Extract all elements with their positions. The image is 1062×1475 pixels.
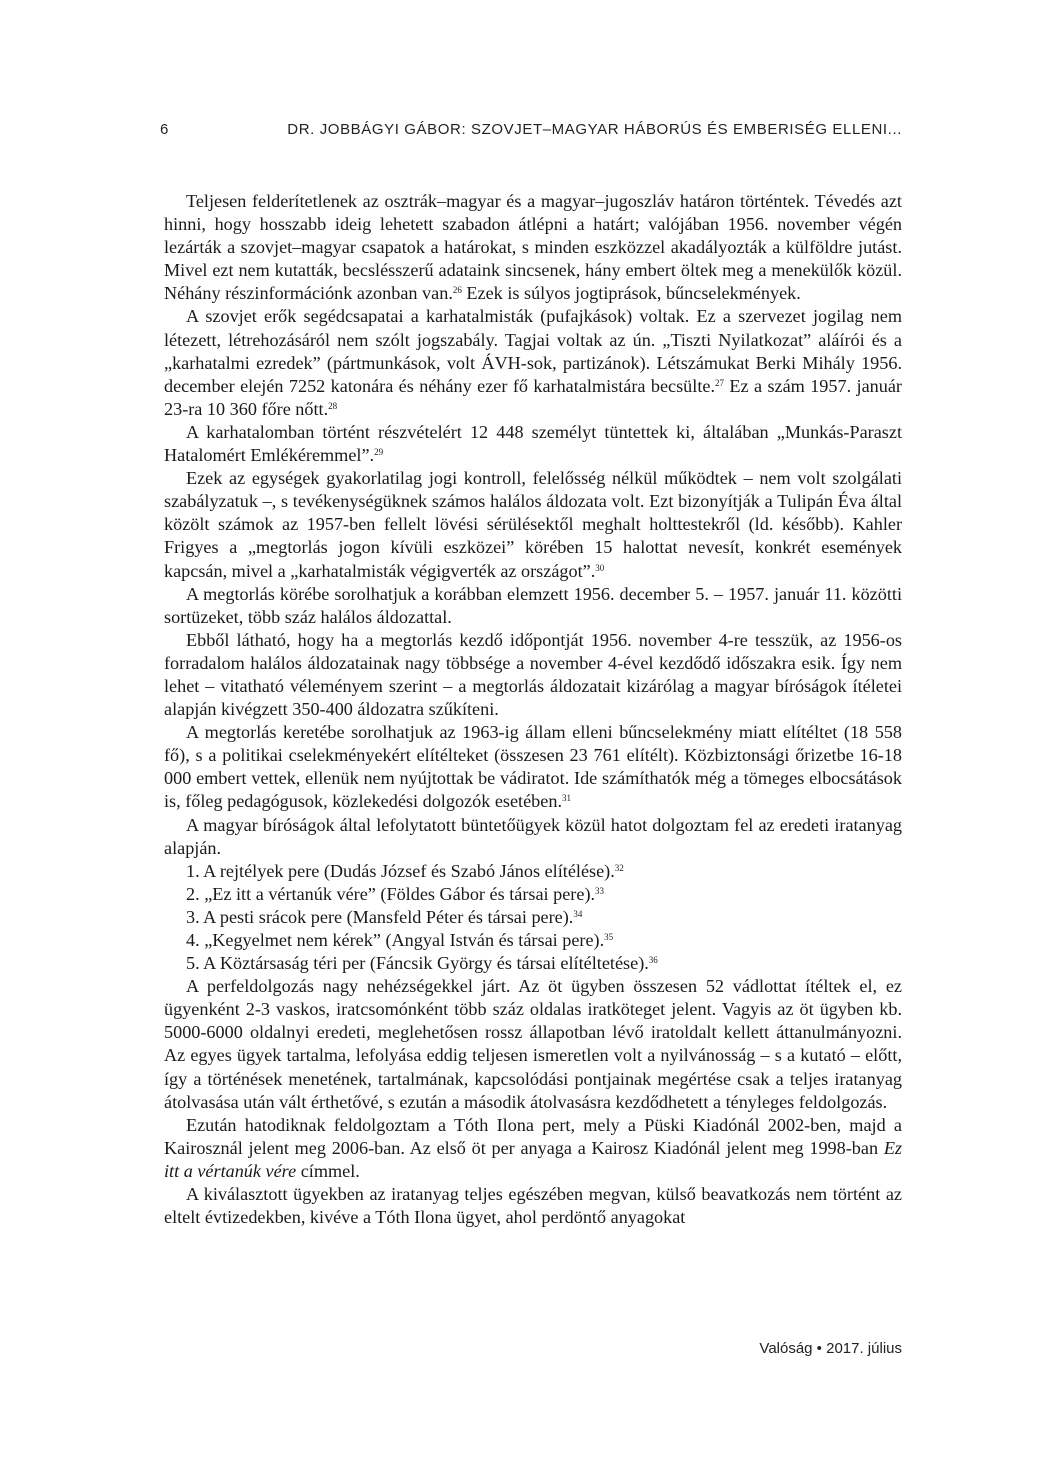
running-header bbox=[160, 121, 902, 143]
footnote-ref: 33 bbox=[595, 885, 605, 896]
footnote-ref: 35 bbox=[604, 932, 614, 942]
list-item: 2. „Ez itt a vértanúk vére” (Földes Gábor és társai pere).$^{33}$ bbox=[186, 883, 605, 904]
paragraph: Teljesen felderítetlenek az osztrák–magyar és a magyar–jugoszláv határon történtek. Tévedés azt hinni, hogy hosszabb ideig lehetett szabadon átlépni a határt; valójában 1956. november végén lezárták a szovjet–magyar csapatok a határokat, s minden eszközzel akadályozták a külföldre jutást. Mivel ezt nem kutatták, becslésszerű adataink sincsenek, hány embert öltek meg a menekülők közül. Néhány részinformációnk azonban van.$^{26}$ Ezek is súlyos jogtiprások, bűncselekmények. bbox=[164, 191, 902, 304]
footnote-ref: 31 bbox=[562, 793, 571, 804]
book-title: Ez itt a vértanúk vére bbox=[164, 1137, 902, 1181]
footnote-ref: 28 bbox=[328, 400, 338, 411]
list-item: 1. A rejtélyek pere (Dudás József és Szabó János elítélése).$^{32}$ bbox=[186, 860, 624, 881]
paragraph: A megtorlás keretébe sorolhatjuk az 1963-ig állam elleni bűncselekmény miatt elítéltet (18 558 fő), s a politikai cselekményekért elítélteket (összesen 23 761 elítélt). Közbiztonsági őrizetbe 16-18 000 embert vettek, ellenük nem nyújtottak be vádiratot. Ide számíthatók még a tömeges elbocsátások is, főleg pedagógusok, közlekedési dolgozók esetében.$^{31}$ bbox=[164, 722, 902, 812]
paragraph: Ezek az egységek gyakorlatilag jogi kontroll, felelősség nélkül működtek – nem volt szolgálati szabályzatuk –, s tevékenységüknek számos halálos áldozata volt. Ezt bizonyítják a Tulipán Éva által közölt számok az 1957-ben fellelt lövési sérülésektől meghalt holttestekről (ld. később). Kahler Frigyes a „megtorlás jogon kívüli eszközei” körében 15 halottat nevesít, konkrét események kapcsán, mivel a „karhatalmisták végigverték az országot”.$^{30}$ bbox=[164, 468, 902, 581]
article-body bbox=[164, 190, 902, 1229]
footnote-ref: 26 bbox=[452, 285, 462, 296]
paragraph: A kiválasztott ügyekben az iratanyag teljes egészében megvan, külső beavatkozás nem történt az eltelt évtizedekben, kivéve a Tóth Ilona ügyet, ahol perdöntő anyagokat bbox=[164, 1184, 902, 1228]
page-number: 6 bbox=[160, 121, 169, 138]
footnote-ref: 30 bbox=[595, 562, 605, 573]
paragraph: A megtorlás körébe sorolhatjuk a korábban elemzett 1956. december 5. – 1957. január 11. közötti sortüzeket, több száz halálos áldozattal. bbox=[164, 583, 902, 627]
paragraph: Ezután hatodiknak feldolgoztam a Tóth Ilona pert, mely a Püski Kiadónál 2002-ben, majd a Kairosznál jelent meg 2006-ban. Az első öt per anyaga a Kairosz Kiadónál jelent meg 1998-ban Ez itt a vértanúk vére címmel. bbox=[164, 1114, 902, 1181]
paragraph: Ebből látható, hogy ha a megtorlás kezdő időpontját 1956. november 4-re tesszük, az 1956-os forradalom halálos áldozatainak nagy többsége a november 4-ével kezdődő időszakra esik. Így nem lehet – vitatható véleményem szerint – a megtorlás áldozatait kizárólag a magyar bíróságok ítéletei alapján kivégzett 350-400 áldozatra szűkíteni. bbox=[164, 629, 902, 720]
paragraph: A szovjet erők segédcsapatai a karhatalmisták (pufajkások) voltak. Ez a szervezet jogilag nem létezett, létrehozásáról nem szólt jogszabály. Tagjai voltak az ún. „Tiszti Nyilatkozat” aláírói és a „karhatalmi ezredek” (pártmunkások, volt ÁVH-sok, partizánok). Létszámukat Berki Mihály 1956. december elején 7252 katonára és néhány ezer fő karhatalmistára becsülte.$^{27}$ Ez a szám 1957. január 23-ra 10 360 főre nőtt.$^{28}$ bbox=[164, 306, 902, 419]
footnote-ref: 32 bbox=[614, 862, 624, 873]
footnote-ref: 36 bbox=[648, 955, 658, 966]
running-title: DR. JOBBÁGYI GÁBOR: SZOVJET–MAGYAR HÁBORÚS ÉS EMBERISÉG ELLENI... bbox=[287, 121, 902, 138]
list-item: 4. „Kegyelmet nem kérek” (Angyal István és társai pere).$^{35}$ bbox=[186, 930, 614, 950]
footnote-ref: 34 bbox=[573, 908, 583, 919]
list-item: 3. A pesti srácok pere (Mansfeld Péter és társai pere).$^{34}$ bbox=[186, 906, 583, 927]
page-footer: Valóság • 2017. július bbox=[759, 1340, 902, 1357]
paragraph: A perfeldolgozás nagy nehézségekkel járt. Az öt ügyben összesen 52 vádlottat ítéltek el, ez ügyenként 2-3 vaskos, iratcsomónként több száz oldalas iratköteget jelent. Vagyis az öt ügyben kb. 5000-6000 oldalnyi eredeti, meglehetősen rossz állapotban lévő iratoldalt kellett áttanulmányozni. Az egyes ügyek tartalma, lefolyása eddig teljesen ismeretlen volt a nyilvánosság – s a kutató – előtt, így a történések menetének, tartalmának, kapcsolódási pontjainak megértése csak a teljes iratanyag átolvasása után vált érthetővé, s ezután a második átolvasásra kezdődhetett a tényleges feldolgozás. bbox=[164, 976, 902, 1112]
footnote-ref: 27 bbox=[715, 377, 724, 388]
footnote-ref: 29 bbox=[374, 447, 384, 458]
list-item: 5. A Köztársaság téri per (Fáncsik György és társai elítéltetése).$^{36}$ bbox=[186, 953, 658, 974]
paragraph: A magyar bíróságok által lefolytatott büntetőügyek közül hatot dolgoztam fel az eredeti iratanyag alapján. bbox=[164, 814, 902, 858]
paragraph: A karhatalomban történt részvételért 12 448 személyt tüntettek ki, általában „Munkás-Paraszt Hatalomért Emlékéremmel”.$^{29}$ bbox=[164, 421, 902, 466]
